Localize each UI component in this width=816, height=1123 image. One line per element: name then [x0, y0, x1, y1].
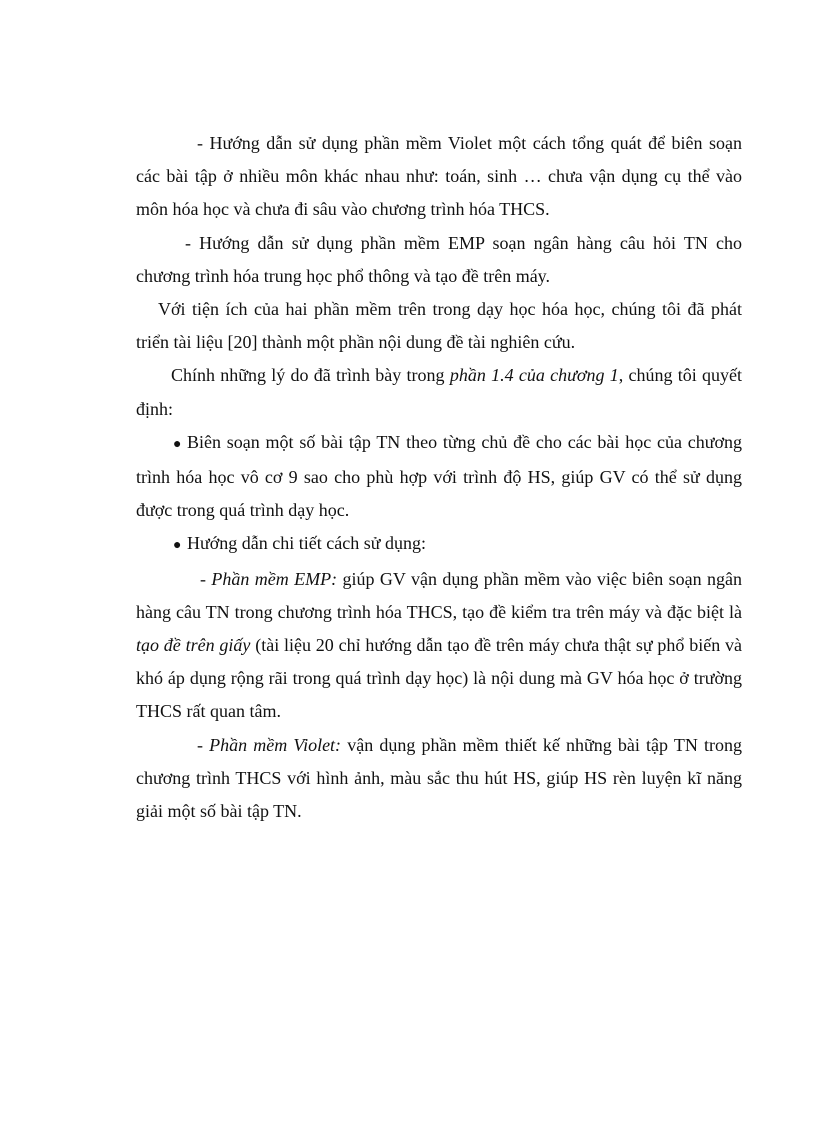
- paragraph-text: Chính những lý do đã trình bày trong: [171, 365, 450, 386]
- violet-label: - Phần mềm Violet:: [197, 734, 342, 755]
- paragraph-utility: [136, 293, 742, 359]
- paragraph-text: giúp GV vận dụng phần mềm vào việc biên soạn ngân hàng câu TN trong chương trình hóa THCS, tạo đề kiểm tra trên máy và đặc biệt là: [136, 568, 742, 622]
- paragraph-violet-software: [136, 729, 742, 829]
- paragraph-violet-general: [136, 127, 742, 227]
- paragraph-text: , chúng tôi quyết định:: [136, 365, 743, 419]
- bullet-item-guide: [136, 527, 742, 562]
- body-text: [136, 127, 742, 828]
- paragraph-emp-general: [136, 227, 742, 293]
- bullet-item-compile: [136, 426, 742, 528]
- paragraph-text: Với tiện ích của hai phần mềm trên trong dạy học hóa học, chúng tôi đã phát triển tài liệu [20] thành một phần nội dung đề tài nghiên cứu.: [136, 299, 742, 353]
- paragraph-text: - Hướng dẫn sử dụng phần mềm Violet một cách tổng quát để biên soạn các bài tập ở nhiều môn khác nhau như: toán, sinh … chưa vận dụng cụ thể vào môn hóa học và chưa đi sâu vào chương trình hóa THCS.: [136, 133, 742, 220]
- bullet-text: Hướng dẫn chi tiết cách sử dụng:: [187, 533, 426, 554]
- paragraph-text: (tài liệu 20 chỉ hướng dẫn tạo đề trên máy chưa thật sự phổ biến và khó áp dụng rộng rãi trong quá trình dạy học) là nội dung mà GV hóa học ở trường THCS rất quan tâm.: [136, 635, 742, 722]
- chapter-reference: phần 1.4 của chương 1: [449, 365, 619, 386]
- bullet-text: Biên soạn một số bài tập TN theo từng chủ đề cho các bài học của chương trình hóa học vô cơ 9 sao cho phù hợp với trình độ HS, giúp GV có thể sử dụng được trong quá trình dạy học.: [136, 431, 742, 521]
- paragraph-emp-software: [136, 563, 742, 729]
- bullet-icon: ●: [173, 538, 182, 554]
- bullet-icon: ●: [173, 436, 182, 452]
- paper-test-emphasis: tạo đề trên giấy: [136, 635, 251, 656]
- emp-label: - Phần mềm EMP:: [200, 568, 338, 589]
- paragraph-text: vận dụng phần mềm thiết kế những bài tập TN trong chương trình THCS với hình ảnh, màu sắc thu hút HS, giúp HS rèn luyện kĩ năng giải một số bài tập TN.: [136, 734, 742, 822]
- paragraph-text: - Hướng dẫn sử dụng phần mềm EMP soạn ngân hàng câu hỏi TN cho chương trình hóa trung học phổ thông và tạo đề trên máy.: [136, 232, 742, 286]
- paragraph-reasons: [136, 359, 742, 425]
